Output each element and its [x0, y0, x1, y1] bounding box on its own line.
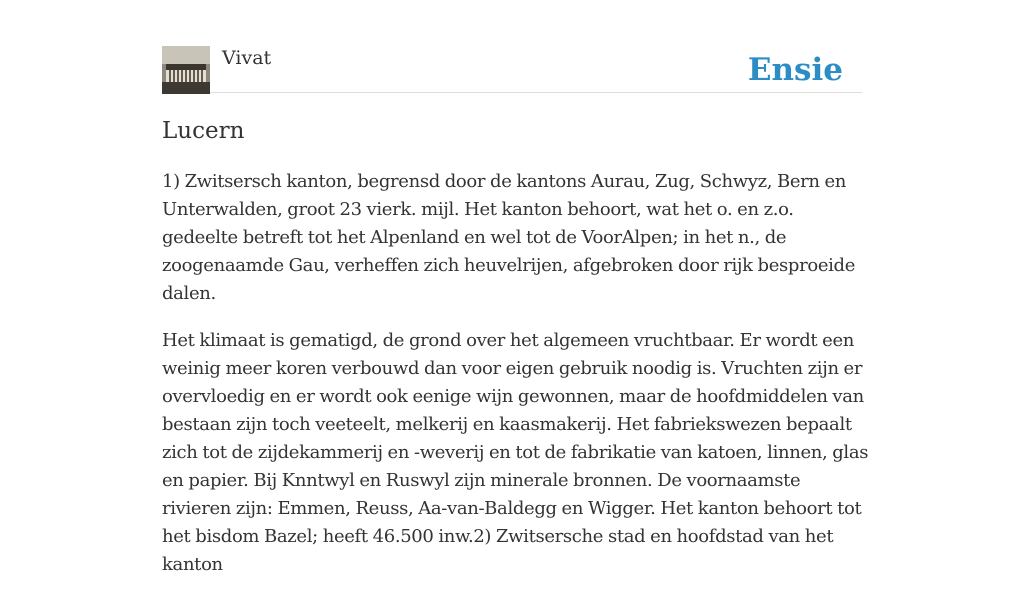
article-body — [162, 168, 872, 598]
typewriter-avatar-icon[interactable] — [162, 46, 210, 94]
article-paragraph: 1) Zwitsersch kanton, begrensd door de kantons Aurau, Zug, Schwyz, Bern en Unterwalden, groot 23 vierk. mijl. Het kanton behoort, wat het o. en z.o. gedeelte betreft tot het Alpenland en wel tot de VoorAlpen; in het n., de zoogenaamde Gau, verheffen zich heuvelrijen, afgebroken door rijk besproeide dalen. — [162, 171, 856, 304]
author-name[interactable]: Vivat — [222, 47, 272, 69]
brand-logo[interactable]: Ensie — [747, 52, 843, 88]
article-paragraph: Het klimaat is gematigd, de grond over het algemeen vruchtbaar. Er wordt een weinig meer koren verbouwd dan voor eigen gebruik noodig is. Vruchten zijn er overvloedig en er wordt ook eenige wijn gewonnen, maar de hoofdmiddelen van bestaan zijn toch veeteelt, melkerij en kaasmakerij. Het fabriekswezen bepaalt zich tot de zijdekammerij en -weverij en tot de fabrikatie van katoen, linnen, glas en papier. Bij Knntwyl en Ruswyl zijn minerale bronnen. De voornaamste rivieren zijn: Emmen, Reuss, Aa-van-Baldegg en Wigger. Het kanton behoort tot het bisdom Bazel; heeft 46.500 inw.2) Zwitsersche stad en hoofdstad van het kanton — [162, 330, 869, 575]
header — [162, 46, 862, 93]
article-title: Lucern — [162, 118, 245, 144]
